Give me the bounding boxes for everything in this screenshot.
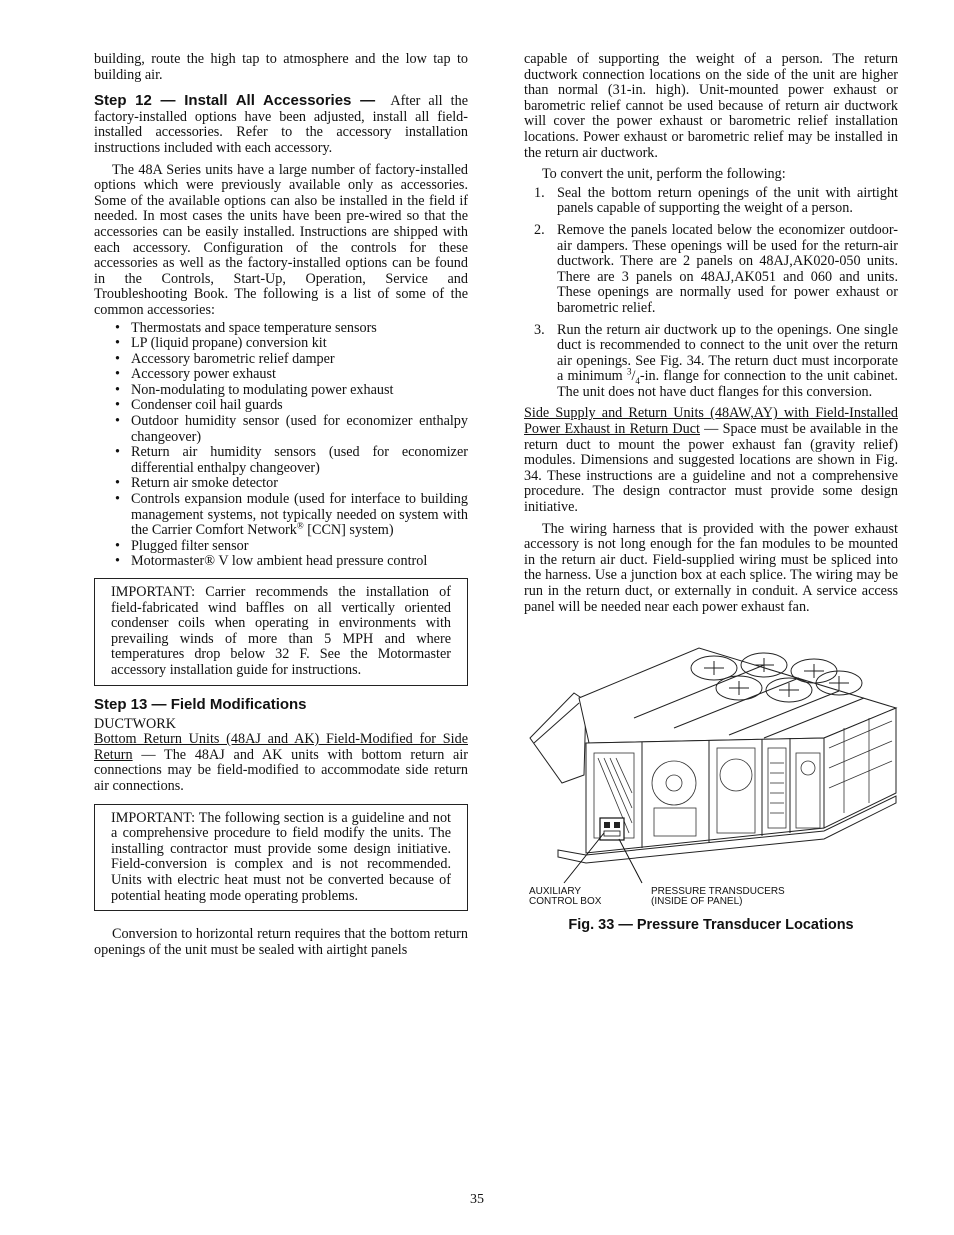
step13-heading: Step 13 — Field Modifications (94, 695, 307, 713)
list-item: • Condenser coil hail guards (94, 398, 468, 414)
fig33-illustration (524, 643, 898, 913)
intro-text: building, route the high tap to atmosphere and the low tap to building air. (94, 51, 468, 83)
figure-caption: Fig. 33 — Pressure Transducer Locations (568, 917, 854, 933)
auxiliary-control-box (600, 818, 624, 840)
callout-aux-control-box: AUXILIARY CONTROL BOX (529, 886, 602, 907)
accessory-list (94, 321, 468, 571)
list-item: • Accessory barometric relief damper (94, 352, 468, 368)
list-item: 1. Seal the bottom return openings of the unit with airtight panels capable of supporting the weight of a person. (534, 184, 898, 217)
list-item: • Motormaster® V low ambient head pressure control (94, 554, 468, 570)
convert-intro: To convert the unit, perform the following: (542, 166, 786, 183)
economizer-hood (530, 693, 586, 783)
list-item: • Plugged filter sensor (94, 539, 468, 555)
callout-pressure-transducers: PRESSURE TRANSDUCERS (INSIDE OF PANEL) (651, 886, 785, 907)
continuation-text: capable of supporting the weight of a person. The return ductwork connection locations on the side of the unit are higher than normal (31-in. high). Unit-mounted power exhaust or barometric relief cannot be used because of return air ductwork will cover the power exhaust or barometric relief installation locations. Power exhaust or barometric relief may be installed in the return air ductwork. (524, 51, 898, 161)
conversion-text: Conversion to horizontal return requires that the bottom return openings of the unit must be sealed with airtight panels (94, 926, 468, 958)
bottom-return-paragraph (94, 732, 468, 794)
list-item: • Outdoor humidity sensor (used for economizer enthalpy changeover) (94, 414, 468, 445)
side-supply-title: Side Supply and Return Units (48AW,AY) with Field-Installed Power Exhaust in Return Duct (524, 405, 898, 438)
ductwork-label: DUCTWORK (94, 715, 176, 732)
step12-paragraph (94, 93, 468, 156)
list-item: 3. Run the return air ductwork up to the openings. One single duct is recommended to connect to the unit over the return air openings. See Fig. 34. The return duct must incorporate a minimum $^3/_4-in$. flange for connection to the unit cabinet. The unit does not have duct flanges for this conversion. (534, 321, 898, 400)
list-item: • Accessory power exhaust (94, 367, 468, 383)
list-item: 2. Remove the panels located below the economizer outdoor-air dampers. These openings will be used for the return-air ductwork. There are 2 panels on 48AJ,AK020-050 units. There are 3 panels on 48AJ,AK051 and 060 and units. These openings are normally used for power exhaust or barometric relief. (534, 221, 898, 316)
list-item: • Return air humidity sensors (used for economizer differential enthalpy changeover) (94, 445, 468, 476)
list-item: • LP (liquid propane) conversion kit (94, 336, 468, 352)
important-notice-wind-baffles: IMPORTANT: Carrier recommends the installation of field-fabricated wind baffles on all vertically oriented condenser coils when operating in environments with prevailing winds of more than 5 MPH and where temperatures drop below 32 F. See the Motormaster accessory installation guide for instructions. (94, 578, 468, 686)
page-number: 35 (470, 1192, 484, 1207)
conversion-steps (524, 186, 898, 401)
rooftop-unit-drawing (524, 643, 898, 913)
bottom-return-title: Bottom Return Units (48AJ and AK) Field-Modified for Side Return (94, 731, 468, 763)
wiring-text: The wiring harness that is provided with the power exhaust accessory is not long enough for the fan modules to be mounted in the return air duct. Field-supplied wiring must be spliced into the harness. Use a junction box at each splice. The wiring may be run in the return duct, or externally in conduit. A service access panel will be needed near each power exhaust fan. (524, 520, 898, 615)
list-item: • Thermostats and space temperature sensors (94, 321, 468, 337)
list-item: • Non-modulating to modulating power exhaust (94, 383, 468, 399)
list-item: • Return air smoke detector (94, 476, 468, 492)
step12-text: After all the factory-installed options have been adjusted, install all field-installed accessories. Refer to the accessory installation instructions included with each accessory. (94, 93, 468, 156)
left-column (94, 52, 468, 958)
side-supply-text: — Space must be available in the return duct to mount the power exhaust fan (gravity relief) modules. Dimensions and suggested locations are shown in Fig. 34. These instructions are a guideline and not a comprehensive procedure. The design contractor must provide some design initiative. (524, 421, 898, 516)
important-notice-field-conversion: IMPORTANT: The following section is a guideline and not a comprehensive procedure to field modify the units. The installing contractor must provide some design initiative. Field-conversion is complex and is not recommended. Units with electric heat must not be converted because of potential heating mode operating problems. (94, 804, 468, 912)
step12-heading: Step 12 — Install All Accessories — (94, 92, 376, 110)
list-item: • Controls expansion module (used for interface to building management systems, not typically needed on system with the Carrier Comfort Network® [CCN] system) (94, 492, 468, 539)
side-supply-paragraph (524, 406, 898, 515)
bottom-return-text: — The 48AJ and AK units with bottom return air connections may be field-modified to accommodate side return air connections. (94, 746, 468, 794)
right-column (524, 52, 898, 615)
accessories-intro: The 48A Series units have a large number of factory-installed options which were previously available only as accessories. Some of the available options can also be installed in the field if needed. In most cases the units have been pre-wired so that the accessories can be easily installed. Instructions are shipped with each accessory. Configuration of the controls for these accessories as well as the factory-installed options can be found in the Controls, Start-Up, Operation, Service and Troubleshooting Book. The following is a list of some of the common accessories: (94, 161, 468, 318)
